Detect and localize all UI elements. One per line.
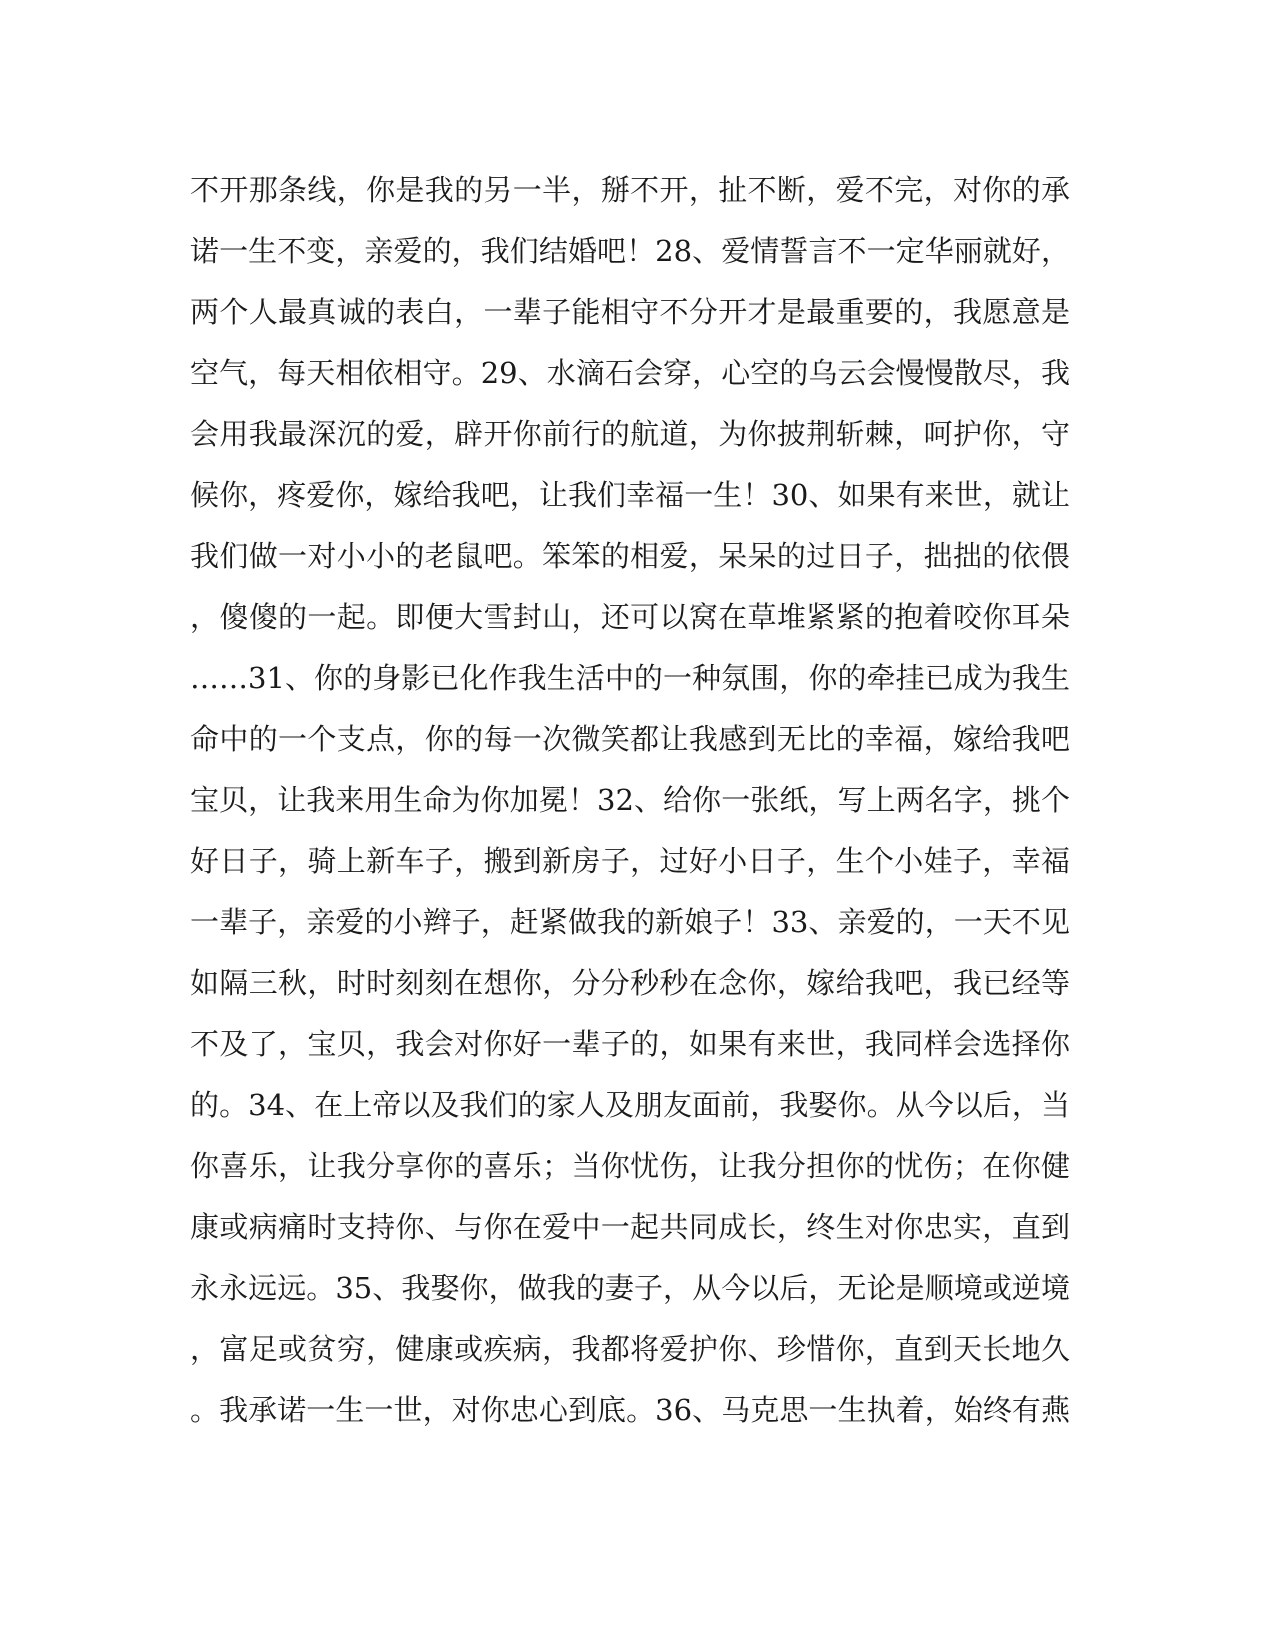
text-line: 康或病痛时支持你、与你在爱中一起共同成长，终生对你忠实，直到 xyxy=(190,1210,1070,1244)
text-line: 永永远远。35、我娶你，做我的妻子，从今以后，无论是顺境或逆境 xyxy=(190,1271,1070,1305)
text-line: ……31、你的身影已化作我生活中的一种氛围，你的牵挂已成为我生 xyxy=(190,661,1070,695)
text-line: 我们做一对小小的老鼠吧。笨笨的相爱，呆呆的过日子，拙拙的依偎 xyxy=(190,539,1070,573)
text-line: 好日子，骑上新车子，搬到新房子，过好小日子，生个小娃子，幸福 xyxy=(190,844,1070,878)
body-text xyxy=(190,160,1070,1441)
text-line: 。我承诺一生一世，对你忠心到底。36、马克思一生执着，始终有燕 xyxy=(190,1393,1070,1427)
text-line: ，富足或贫穷，健康或疾病，我都将爱护你、珍惜你，直到天长地久 xyxy=(190,1332,1070,1366)
text-line: 命中的一个支点，你的每一次微笑都让我感到无比的幸福，嫁给我吧 xyxy=(190,722,1070,756)
text-line: 两个人最真诚的表白，一辈子能相守不分开才是最重要的，我愿意是 xyxy=(190,295,1070,329)
text-line: 宝贝，让我来用生命为你加冕！32、给你一张纸，写上两名字，挑个 xyxy=(190,783,1070,817)
text-line: 候你，疼爱你，嫁给我吧，让我们幸福一生！30、如果有来世，就让 xyxy=(190,478,1070,512)
text-line: 你喜乐，让我分享你的喜乐；当你忧伤，让我分担你的忧伤；在你健 xyxy=(190,1149,1070,1183)
text-line: 如隔三秋，时时刻刻在想你，分分秒秒在念你，嫁给我吧，我已经等 xyxy=(190,966,1070,1000)
text-line: ，傻傻的一起。即便大雪封山，还可以窝在草堆紧紧的抱着咬你耳朵 xyxy=(190,600,1070,634)
text-line: 不开那条线，你是我的另一半，掰不开，扯不断，爱不完，对你的承 xyxy=(190,173,1070,207)
text-line: 一辈子，亲爱的小辫子，赶紧做我的新娘子！33、亲爱的，一天不见 xyxy=(190,905,1070,939)
text-line: 诺一生不变，亲爱的，我们结婚吧！28、爱情誓言不一定华丽就好， xyxy=(190,234,1070,268)
text-line: 不及了，宝贝，我会对你好一辈子的，如果有来世，我同样会选择你 xyxy=(190,1027,1070,1061)
text-line: 会用我最深沉的爱，辟开你前行的航道，为你披荆斩棘，呵护你，守 xyxy=(190,417,1070,451)
text-line: 空气，每天相依相守。29、水滴石会穿，心空的乌云会慢慢散尽，我 xyxy=(190,356,1070,390)
text-line: 的。34、在上帝以及我们的家人及朋友面前，我娶你。从今以后，当 xyxy=(190,1088,1070,1122)
